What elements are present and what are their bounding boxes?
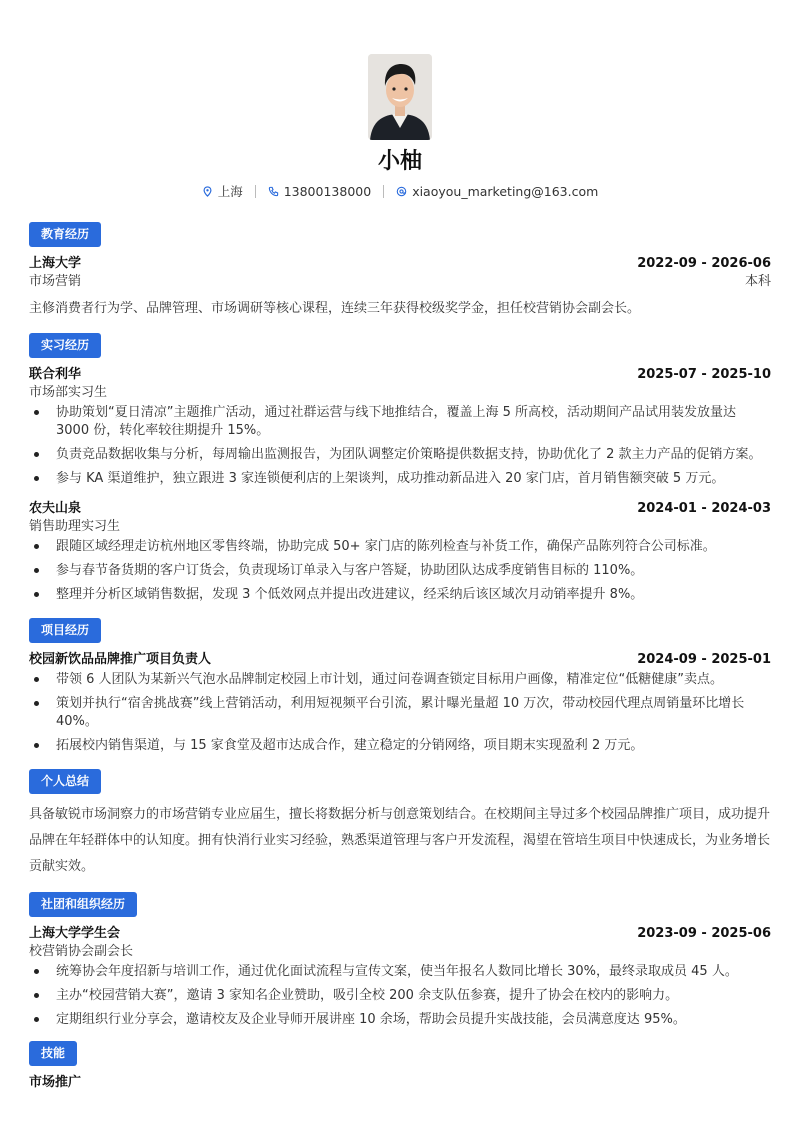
- internship-entry: [29, 366, 771, 488]
- list-item: 负责竞品数据收集与分析，每周输出监测报告，为团队调整定价策略提供数据支持，协助优化了 2 款主力产品的促销方案。: [29, 446, 771, 464]
- list-item: 带领 6 人团队为某新兴气泡水品牌制定校园上市计划，通过问卷调查锁定目标用户画像，精准定位“低糖健康”卖点。: [29, 671, 771, 689]
- contact-email: [396, 184, 598, 199]
- club-role: 校营销协会副会长: [29, 944, 134, 959]
- location-text: 上海: [217, 184, 243, 199]
- section-title-education: 教育经历: [29, 222, 101, 247]
- list-item: 主办“校园营销大赛”，邀请 3 家知名企业赞助，吸引全校 200 余支队伍参赛，提升了协会在校内的影响力。: [29, 987, 771, 1005]
- project-date: 2024-09 - 2025-01: [637, 652, 771, 667]
- candidate-name: 小柚: [377, 149, 422, 174]
- club-row: [29, 925, 771, 943]
- list-item: 定期组织行业分享会，邀请校友及企业导师开展讲座 10 余场，帮助会员提升实战技能，会员满意度达 95%。: [29, 1011, 771, 1029]
- internship-date: 2024-01 - 2024-03: [637, 501, 771, 516]
- contact-bar: [29, 182, 771, 200]
- list-item: 参与春节备货期的客户订货会，负责现场订单录入与客户答疑，协助团队达成季度销售目标的 110%。: [29, 562, 771, 580]
- section-summary: [29, 769, 771, 880]
- section-title-projects: 项目经历: [29, 618, 101, 643]
- phone-text[interactable]: 13800138000: [283, 183, 372, 199]
- section-skills: [29, 1041, 771, 1092]
- club-date: 2023-09 - 2025-06: [637, 926, 771, 941]
- major: 市场营销: [29, 274, 82, 289]
- company-name: 联合利华: [29, 367, 82, 382]
- section-projects: [29, 618, 771, 755]
- internship-row: [29, 500, 771, 518]
- contact-phone: [268, 184, 371, 199]
- club-entry: [29, 925, 771, 1029]
- project-name: 校园新饮品品牌推广项目负责人: [29, 652, 212, 667]
- list-item: 拓展校内销售渠道，与 15 家食堂及超市达成合作，建立稳定的分销网络，项目期末实现盈利 2 万元。: [29, 737, 771, 755]
- section-title-summary: 个人总结: [29, 769, 101, 794]
- list-item: 整理并分析区域销售数据，发现 3 个低效网点并提出改进建议，经采纳后该区域次月动销率提升 8%。: [29, 586, 771, 604]
- contact-divider: [383, 185, 384, 198]
- skill-item: 市场推广: [29, 1075, 82, 1090]
- internship-bullets: [29, 404, 771, 488]
- project-bullets: [29, 671, 771, 755]
- location-pin-icon: [202, 186, 213, 197]
- internship-row: [29, 366, 771, 384]
- section-title-clubs: 社团和组织经历: [29, 892, 137, 917]
- project-row: [29, 651, 771, 669]
- list-item: 策划并执行“宿舍挑战赛”线上营销活动，利用短视频平台引流，累计曝光量超 10 万次，带动校园代理点周销量环比增长 40%。: [29, 695, 771, 731]
- contact-location: [202, 182, 243, 200]
- avatar-photo-icon: [368, 54, 432, 140]
- education-date: 2022-09 - 2026-06: [637, 256, 771, 271]
- section-internships: [29, 333, 771, 604]
- internship-role: 市场部实习生: [29, 385, 108, 400]
- internship-bullets: [29, 538, 771, 604]
- email-text[interactable]: xiaoyou_marketing@163.com: [412, 183, 599, 199]
- section-title-skills: 技能: [29, 1041, 77, 1066]
- section-education: [29, 222, 771, 319]
- list-item: 协助策划“夏日清凉”主题推广活动，通过社群运营与线下地推结合，覆盖上海 5 所高校，活动期间产品试用装发放量达 3000 份，转化率较往期提升 15%。: [29, 404, 771, 440]
- internship-date: 2025-07 - 2025-10: [637, 367, 771, 382]
- summary-text: 具备敏锐市场洞察力的市场营销专业应届生，擅长将数据分析与创意策划结合。在校期间主导过多个校园品牌推广项目，成功提升品牌在年轻群体中的认知度。拥有快消行业实习经验，熟悉渠道管理与客户开发流程，渴望在管培生项目中快速成长，为业务增长贡献实效。: [29, 807, 771, 874]
- project-entry: [29, 651, 771, 755]
- list-item: 参与 KA 渠道维护，独立跟进 3 家连锁便利店的上架谈判，成功推动新品进入 20 家门店，首月销售额突破 5 万元。: [29, 470, 771, 488]
- contact-divider: [255, 185, 256, 198]
- section-clubs: [29, 892, 771, 1029]
- section-title-internships: 实习经历: [29, 333, 101, 358]
- list-item: 跟随区域经理走访杭州地区零售终端，协助完成 50+ 家门店的陈列检查与补货工作，确保产品陈列符合公司标准。: [29, 538, 771, 556]
- list-item: 统筹协会年度招新与培训工作，通过优化面试流程与宣传文案，使当年报名人数同比增长 30%，最终录取成员 45 人。: [29, 963, 771, 981]
- company-name: 农夫山泉: [29, 501, 82, 516]
- degree: 本科: [744, 274, 771, 289]
- education-row: [29, 255, 771, 273]
- school-name: 上海大学: [29, 256, 82, 271]
- at-sign-icon: [396, 186, 407, 197]
- avatar: [368, 54, 432, 140]
- education-description: 主修消费者行为学、品牌管理、市场调研等核心课程，连续三年获得校级奖学金，担任校营销协会副会长。: [29, 301, 641, 316]
- phone-icon: [268, 186, 279, 197]
- education-sub-row: [29, 273, 771, 291]
- internship-entry: [29, 500, 771, 604]
- resume-header: [29, 0, 771, 200]
- club-name: 上海大学学生会: [29, 926, 121, 941]
- club-bullets: [29, 963, 771, 1029]
- internship-role: 销售助理实习生: [29, 519, 121, 534]
